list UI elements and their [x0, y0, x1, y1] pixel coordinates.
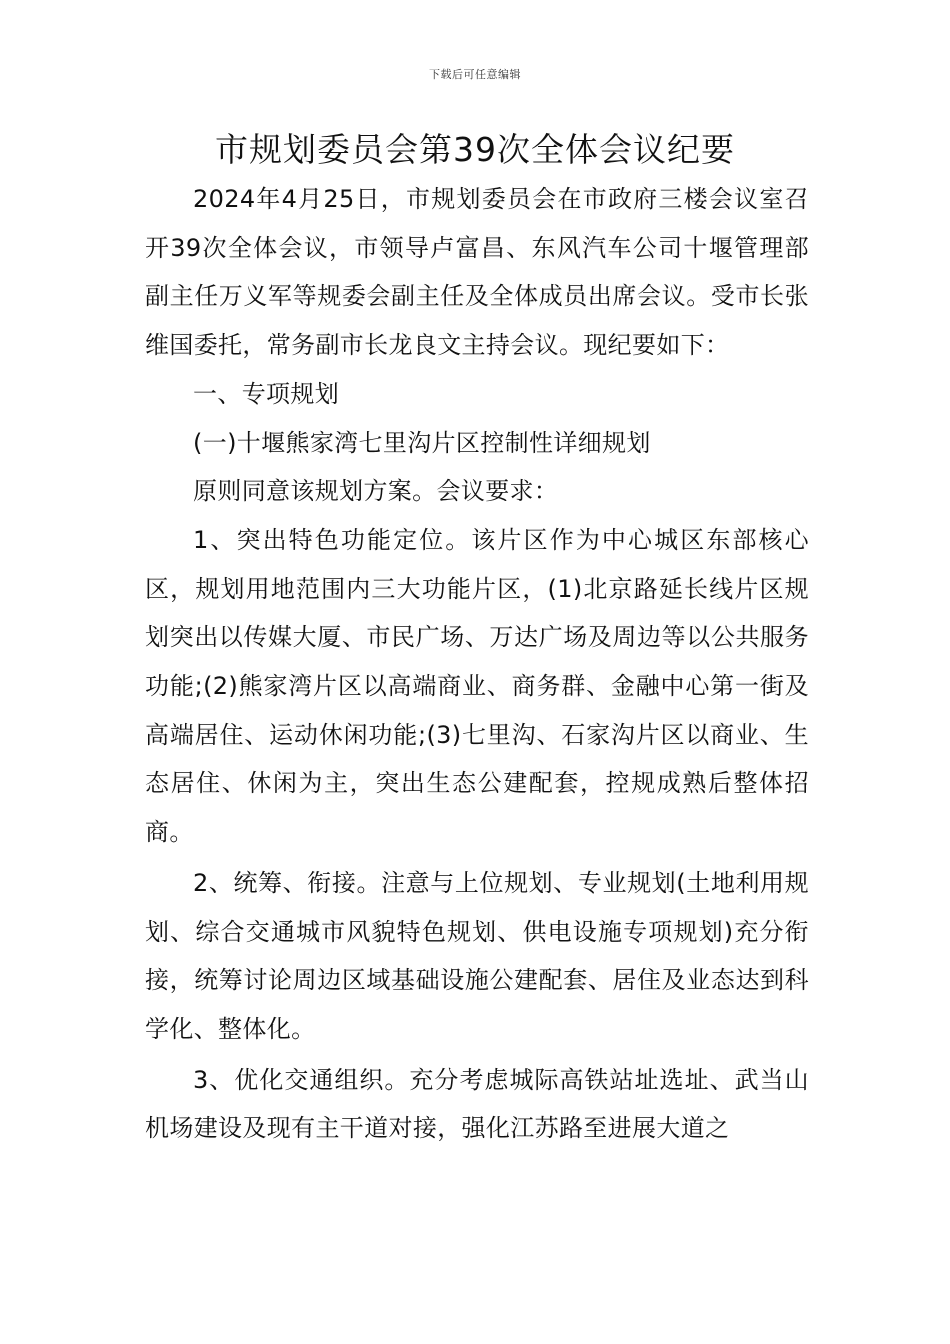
paragraph-intro: 2024年4月25日，市规划委员会在市政府三楼会议室召开39次全体会议，市领导卢富昌、东风汽车公司十堰管理部副主任万义军等规委会副主任及全体成员出席会议。受市长张维国委托，常务副市长龙良文主持会议。现纪要如下： [145, 185, 809, 360]
header-note: 下载后可任意编辑 [429, 68, 521, 81]
document-body [145, 175, 809, 1153]
paragraph-item-2: 2、统筹、衔接。注意与上位规划、专业规划(土地利用规划、综合交通城市风貌特色规划、供电设施专项规划)充分衔接，统筹讨论周边区域基础设施公建配套、居住及业态达到科学化、整体化。 [145, 868, 809, 1043]
document-title: 市规划委员会第39次全体会议纪要 [215, 130, 735, 169]
paragraph-item-1: 1、突出特色功能定位。该片区作为中心城区东部核心区，规划用地范围内三大功能片区，(1)北京路延长线片区规划突出以传媒大厦、市民广场、万达广场及周边等以公共服务功能;(2)熊家湾片区以高端商业、商务群、金融中心第一街及高端居住、运动休闲功能;(3)七里沟、石家沟片区以商业、生态居住、休闲为主，突出生态公建配套，控规成熟后整体招商。 [145, 525, 809, 847]
section-heading: 一、专项规划 [193, 379, 340, 408]
subsection-heading: (一)十堰熊家湾七里沟片区控制性详细规划 [193, 428, 651, 457]
paragraph-item-3: 3、优化交通组织。充分考虑城际高铁站址选址、武当山机场建设及现有主干道对接，强化江苏路至进展大道之 [145, 1065, 809, 1143]
paragraph-approval: 原则同意该规划方案。会议要求： [193, 477, 559, 506]
